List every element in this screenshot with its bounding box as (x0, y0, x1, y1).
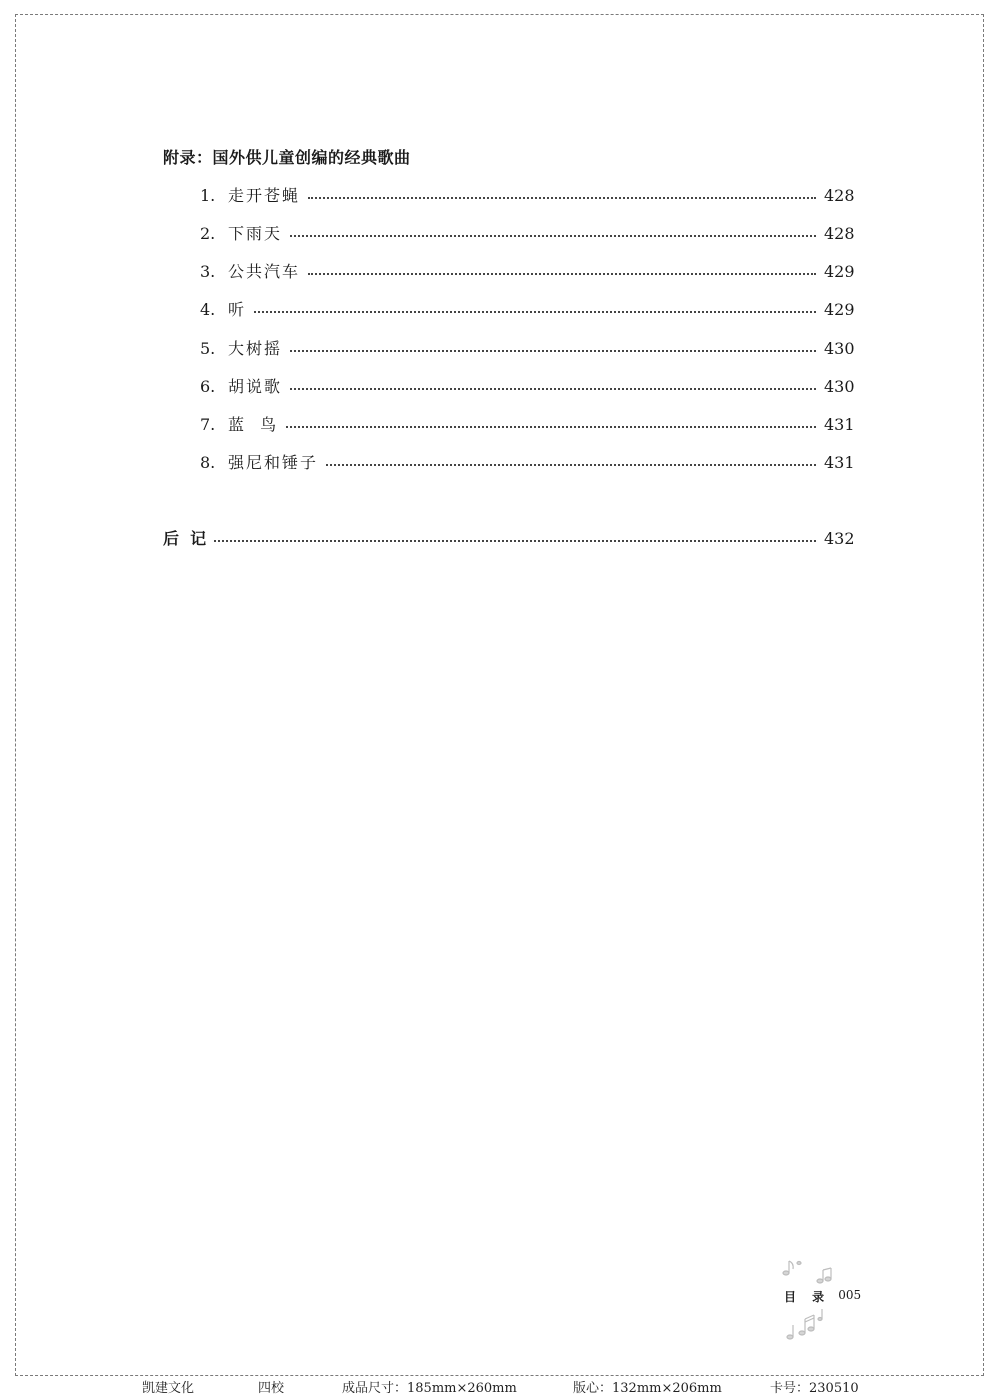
toc-entry-number: 3. (200, 262, 216, 281)
toc-entry[interactable] (200, 259, 854, 283)
dot-leader (326, 450, 816, 466)
toc-entry-title: 胡说歌 (228, 377, 283, 396)
slug-type-area: 版心：132mm×206mm (573, 1381, 722, 1396)
toc-entry-page: 430 (824, 339, 855, 358)
dot-leader (290, 374, 816, 390)
toc-entry-page: 431 (824, 453, 855, 472)
section-heading: 附录：国外供儿童创编的经典歌曲 (163, 148, 411, 167)
toc-entry-page: 431 (824, 415, 855, 434)
toc-entry-number: 5. (200, 339, 216, 358)
toc-entry-number: 4. (200, 300, 216, 319)
afterword-title: 后 记 (163, 529, 207, 548)
dot-leader (286, 412, 816, 428)
slug-finished-size: 成品尺寸：185mm×260mm (342, 1381, 517, 1396)
dot-leader (290, 336, 816, 352)
toc-entry-title: 走开苍蝇 (228, 186, 301, 205)
toc-entry-title: 下雨天 (228, 224, 283, 243)
toc-entry[interactable] (200, 412, 854, 436)
toc-entry-number: 7. (200, 415, 216, 434)
toc-entry-afterword[interactable] (163, 526, 854, 550)
toc-entry-page: 428 (824, 186, 855, 205)
toc-entry-number: 1. (200, 186, 216, 205)
toc-entry-title: 蓝 鸟 (228, 415, 279, 434)
chapter-label: 目 录 (784, 1290, 831, 1304)
dot-leader (308, 183, 816, 199)
print-slug (0, 1377, 1000, 1396)
toc-entry-title: 听 (228, 300, 247, 319)
toc-entry-number: 2. (200, 224, 216, 243)
toc-entry-title: 大树摇 (228, 339, 283, 358)
afterword-page: 432 (824, 529, 855, 548)
toc-entry[interactable] (200, 297, 854, 321)
toc-entry[interactable] (200, 183, 854, 207)
toc-entry-title: 公共汽车 (228, 262, 301, 281)
page-footer (784, 1288, 861, 1305)
slug-card-number: 卡号：230510 (770, 1381, 859, 1396)
slug-proof: 四校 (258, 1381, 285, 1396)
toc-entry-page: 430 (824, 377, 855, 396)
toc-entry-page: 428 (824, 224, 855, 243)
toc-entry[interactable] (200, 221, 854, 245)
slug-publisher: 凯建文化 (142, 1381, 195, 1396)
toc-entry[interactable] (200, 336, 854, 360)
toc-entry-number: 8. (200, 453, 216, 472)
toc-entry[interactable] (200, 374, 854, 398)
dot-leader (214, 526, 816, 542)
page-frame (15, 14, 984, 1376)
toc-entry-page: 429 (824, 300, 855, 319)
dot-leader (290, 221, 816, 237)
dot-leader (254, 297, 816, 313)
toc-entry-number: 6. (200, 377, 216, 396)
toc-entry[interactable] (200, 450, 854, 474)
page-number: 005 (838, 1288, 862, 1302)
toc-entry-page: 429 (824, 262, 855, 281)
toc-entry-title: 强尼和锤子 (228, 453, 319, 472)
dot-leader (308, 259, 816, 275)
